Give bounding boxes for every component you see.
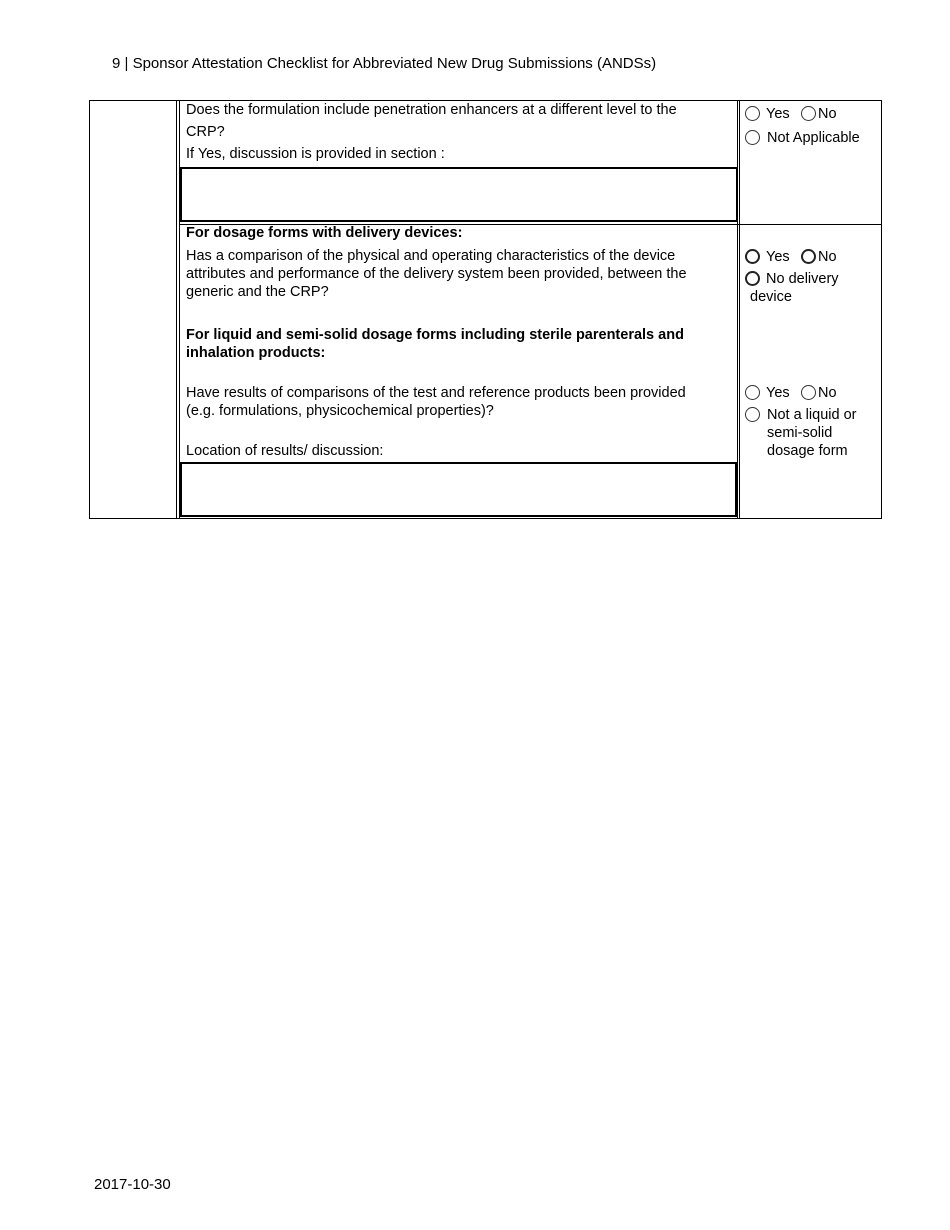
delivery-no-label: No: [818, 249, 837, 265]
penetration-question-line2: CRP?: [186, 124, 225, 140]
column-divider: [179, 100, 180, 519]
delivery-question-line1: Has a comparison of the physical and operating characteristics of the device: [186, 248, 676, 264]
delivery-question-line2: attributes and performance of the delivery system been provided, between the: [186, 266, 687, 282]
table-left-border: [89, 100, 90, 519]
penetration-no-label: No: [818, 106, 837, 122]
penetration-no-radio[interactable]: [801, 106, 816, 121]
delivery-yes-radio[interactable]: [745, 249, 760, 264]
column-divider: [739, 100, 740, 519]
liquid-yes-radio[interactable]: [745, 385, 760, 400]
liquid-no-radio[interactable]: [801, 385, 816, 400]
liquid-na-radio[interactable]: [745, 407, 760, 422]
delivery-no-radio[interactable]: [801, 249, 816, 264]
liquid-heading-line1: For liquid and semi-solid dosage forms including sterile parenterals and: [186, 327, 684, 343]
liquid-question-line1: Have results of comparisons of the test and reference products been provided: [186, 385, 686, 401]
page-header: 9 | Sponsor Attestation Checklist for Abbreviated New Drug Submissions (ANDSs): [112, 55, 657, 72]
liquid-question-line2: (e.g. formulations, physicochemical properties)?: [186, 403, 494, 419]
penetration-question-line1: Does the formulation include penetration enhancers at a different level to the: [186, 102, 677, 118]
column-divider: [737, 100, 738, 519]
page-footer-date: 2017-10-30: [94, 1176, 171, 1193]
delivery-na-label-line1: No delivery: [766, 271, 839, 287]
liquid-location-input[interactable]: [180, 462, 737, 517]
column-divider: [176, 100, 177, 519]
penetration-section-input[interactable]: [180, 167, 738, 222]
liquid-na-label-line1: Not a liquid or: [767, 407, 857, 423]
liquid-na-label-line3: dosage form: [767, 443, 848, 459]
liquid-no-label: No: [818, 385, 837, 401]
penetration-yes-radio[interactable]: [745, 106, 760, 121]
penetration-yes-label: Yes: [766, 106, 790, 122]
delivery-na-label-line2: device: [750, 289, 792, 305]
penetration-na-radio[interactable]: [745, 130, 760, 145]
liquid-heading-line2: inhalation products:: [186, 345, 326, 361]
delivery-yes-label: Yes: [766, 249, 790, 265]
delivery-question-line3: generic and the CRP?: [186, 284, 329, 300]
liquid-na-label-line2: semi-solid: [767, 425, 833, 441]
delivery-na-radio[interactable]: [745, 271, 760, 286]
penetration-na-label: Not Applicable: [767, 130, 860, 146]
liquid-location-label: Location of results/ discussion:: [186, 443, 384, 459]
delivery-heading: For dosage forms with delivery devices:: [186, 225, 463, 241]
penetration-followup: If Yes, discussion is provided in section :: [186, 146, 445, 162]
table-bottom-border: [89, 518, 882, 519]
table-right-border: [881, 100, 882, 519]
liquid-yes-label: Yes: [766, 385, 790, 401]
